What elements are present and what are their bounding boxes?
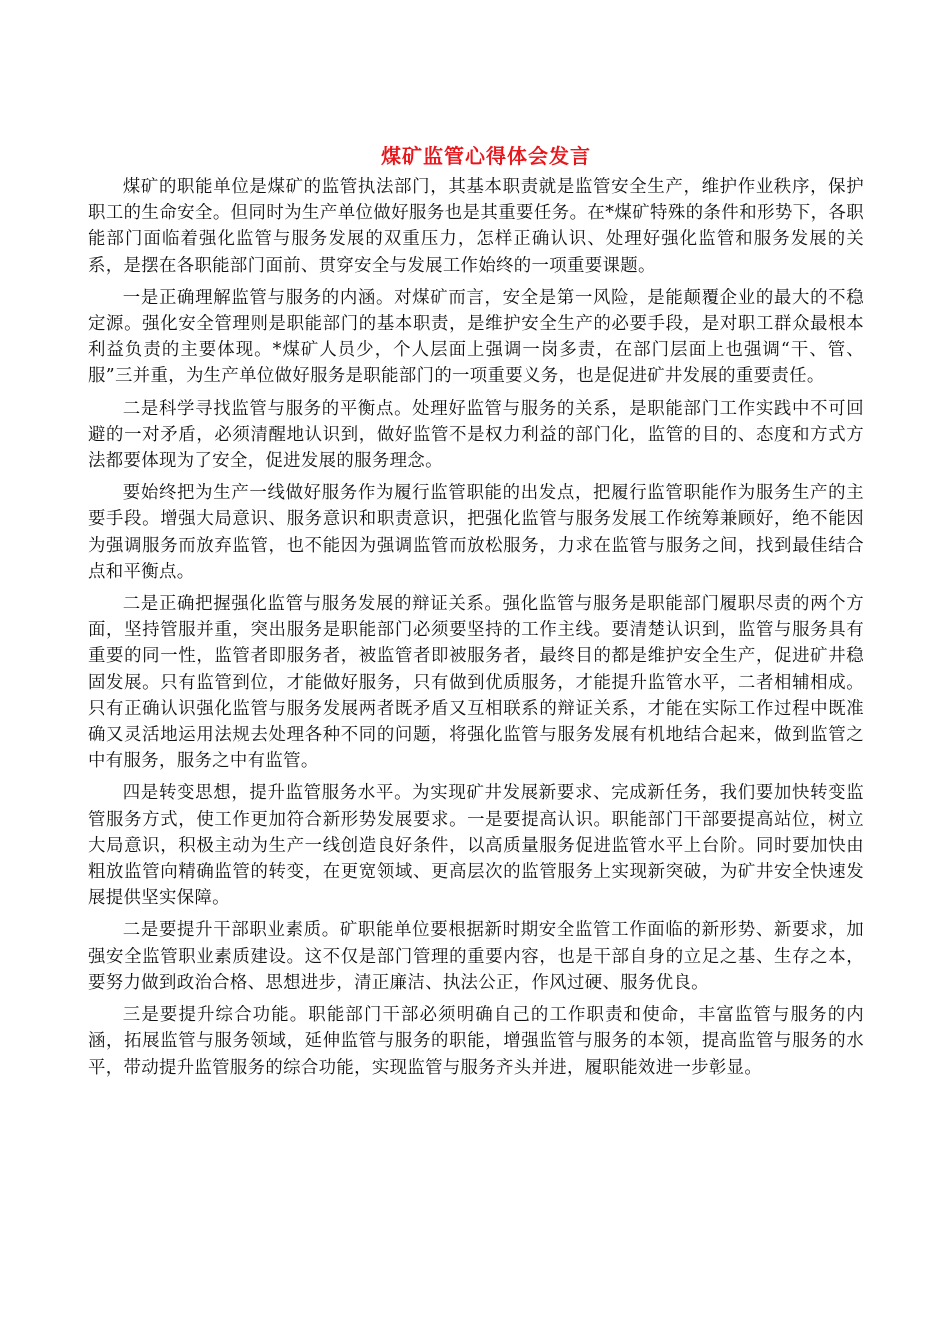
paragraph-4: 要始终把为生产一线做好服务作为履行监管职能的出发点，把履行监管职能作为服务生产的主要手段。增强大局意识、服务意识和职责意识，把强化监管与服务发展工作统筹兼顾好，绝不能因为强调服务而放弃监管，也不能因为强调监管而放松服务，力求在监管与服务之间，找到最佳结合点和平衡点。 — [88, 483, 864, 582]
paragraph-2: 一是正确理解监管与服务的内涵。对煤矿而言，安全是第一风险，是能颠覆企业的最大的不稳定源。强化安全管理则是职能部门的基本职责，是维护安全生产的必要手段，是对职工群众最根本利益负责的主要体现。*煤矿人员少，个人层面上强调一岗多责，在部门层面上也强调“干、管、服”三并重，为生产单位做好服务是职能部门的一项重要义务，也是促进矿井发展的重要责任。 — [88, 287, 864, 387]
paragraph-5: 二是正确把握强化监管与服务发展的辩证关系。强化监管与服务是职能部门履职尽责的两个方面，坚持管服并重，突出服务是职能部门必须要坚持的工作主线。要清楚认识到，监管与服务具有重要的同一性，监管者即服务者，被监管者即被服务者，最终目的都是维护安全生产，促进矿井稳固发展。只有监管到位，才能做好服务，只有做到优质服务，才能提升监管水平，二者相辅相成。只有正确认识强化监管与服务发展两者既矛盾又互相联系的辩证关系，才能在实际工作过程中既准确又灵活地运用法规去处理各种不同的问题，将强化监管与服务发展有机地结合起来，做到监管之中有服务，服务之中有监管。 — [88, 594, 864, 772]
document-page — [88, 140, 864, 1087]
paragraph-3: 二是科学寻找监管与服务的平衡点。处理好监管与服务的关系，是职能部门工作实践中不可回避的一对矛盾，必须清醒地认识到，做好监管不是权力利益的部门化，监管的目的、态度和方式方法都要体现为了安全，促进发展的服务理念。 — [88, 398, 864, 472]
paragraph-7: 二是要提升干部职业素质。矿职能单位要根据新时期安全监管工作面临的新形势、新要求，加强安全监管职业素质建设。这不仅是部门管理的重要内容，也是干部自身的立足之基、生存之本，要努力做到政治合格、思想进步，清正廉洁、执法公正，作风过硬、服务优良。 — [88, 920, 864, 993]
paragraph-6: 四是转变思想，提升监管服务水平。为实现矿井发展新要求、完成新任务，我们要加快转变监管服务方式，使工作更加符合新形势发展要求。一是要提高认识。职能部门干部要提高站位，树立大局意识，积极主动为生产一线创造良好条件，以高质量服务促进监管水平上台阶。同时要加快由粗放监管向精确监管的转变，在更宽领域、更高层次的监管服务上实现新突破，为矿井安全快速发展提供坚实保障。 — [88, 783, 864, 909]
paragraph-8: 三是要提升综合功能。职能部门干部必须明确自己的工作职责和使命，丰富监管与服务的内涵，拓展监管与服务领域，延伸监管与服务的职能，增强监管与服务的本领，提高监管与服务的水平，带动提升监管服务的综合功能，实现监管与服务齐头并进，履职能效进一步彰显。 — [88, 1005, 864, 1078]
document-title: 煤矿监管心得体会发言 — [381, 144, 591, 168]
paragraph-1: 煤矿的职能单位是煤矿的监管执法部门，其基本职责就是监管安全生产，维护作业秩序，保护职工的生命安全。但同时为生产单位做好服务也是其重要任务。在*煤矿特殊的条件和形势下，各职能部门面临着强化监管与服务发展的双重压力，怎样正确认识、处理好强化监管和服务发展的关系，是摆在各职能部门面前、贯穿安全与发展工作始终的一项重要课题。 — [88, 177, 864, 276]
